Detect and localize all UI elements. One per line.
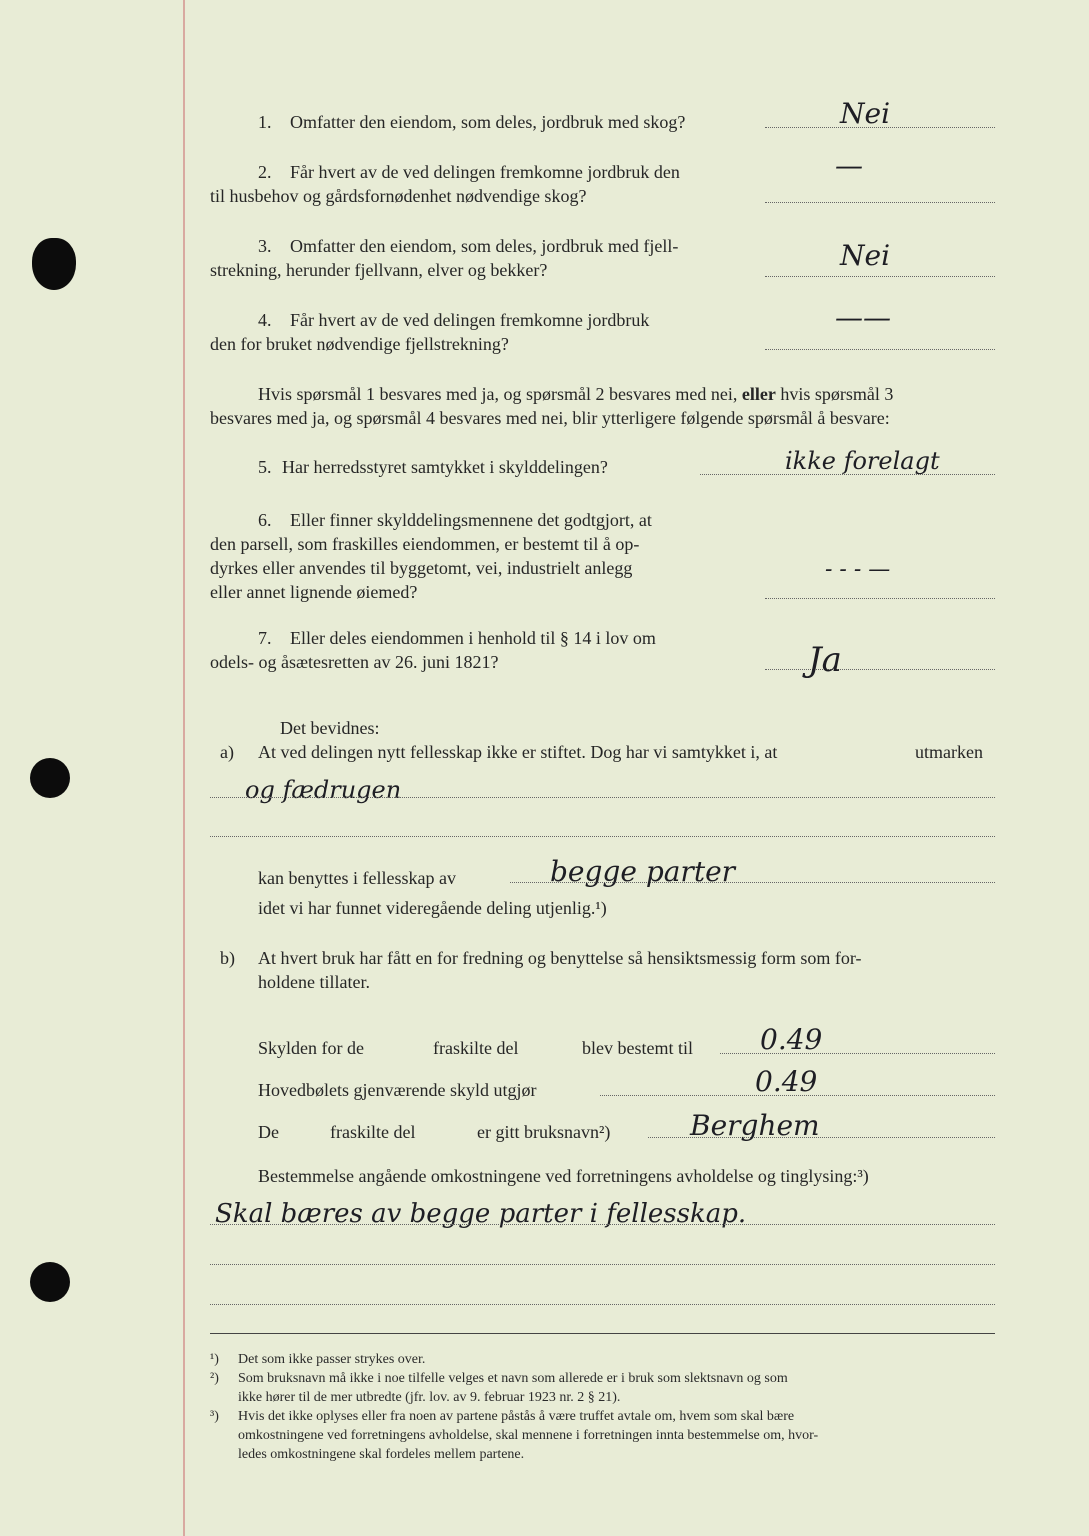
skyld-label-3c: er gitt bruksnavn²) (477, 1122, 611, 1142)
condition-text-2: besvares med ja, og spørsmål 4 besvares med nei, blir ytterligere følgende spørsmål å besvare: (210, 408, 890, 428)
attest-a-text-4: idet vi har funnet videregående deling utjenlig.¹) (258, 898, 607, 918)
skyld-label-3b: fraskilte del (330, 1122, 416, 1142)
skyld-label-1c: blev bestemt til (582, 1038, 693, 1058)
answer-line (765, 349, 995, 350)
answer-line (210, 1224, 995, 1225)
question-number: 3. (258, 236, 272, 256)
skyld-label-2: Hovedbølets gjenværende skyld utgjør (258, 1080, 537, 1100)
attest-a-label: a) (220, 742, 234, 762)
question-6-text-4: eller annet lignende øiemed? (210, 582, 418, 602)
attest-a-handwritten-1: og fædrugen (245, 776, 402, 804)
question-7-text: Eller deles eiendommen i henhold til § 14 i lov om (290, 628, 656, 648)
condition-text (258, 382, 893, 406)
question-4-text: Får hvert av de ved delingen fremkomne jordbruk (290, 310, 650, 330)
answer-line (210, 797, 995, 798)
costs-label: Bestemmelse angående omkostningene ved forretningens avholdelse og tinglysing:³) (258, 1166, 869, 1186)
bruksnavn-value: Berghem (690, 1109, 820, 1142)
condition-part: hvis spørsmål 3 (780, 384, 894, 404)
attest-b-label: b) (220, 948, 235, 968)
question-number: 5. (258, 457, 272, 477)
condition-bold: eller (741, 384, 776, 404)
footnote-mark: ²) (210, 1371, 219, 1386)
footnote-mark: ¹) (210, 1352, 219, 1367)
answer-6: - - - — (825, 557, 891, 582)
footnote-2-text: Som bruksnavn må ikke i noe tilfelle velges et navn som allerede er i bruk som slektsnavn og som (238, 1371, 788, 1386)
answer-2: — (835, 149, 863, 182)
punch-hole (30, 1262, 70, 1302)
footnote-2-text-2: ikke hører til de mer utbredte (jfr. lov. av 9. februar 1923 nr. 2 § 21). (238, 1390, 621, 1405)
attest-b-text-2: holdene tillater. (258, 972, 370, 992)
answer-5: ikke forelagt (785, 447, 940, 475)
answer-line (765, 598, 995, 599)
question-2-text: Får hvert av de ved delingen fremkomne jordbruk den (290, 162, 680, 182)
answer-4: —— (835, 301, 891, 334)
attest-intro: Det bevidnes: (280, 718, 380, 738)
question-number: 2. (258, 162, 272, 182)
question-number: 1. (258, 112, 272, 132)
question-1-text: Omfatter den eiendom, som deles, jordbruk med skog? (290, 112, 686, 132)
answer-line (765, 202, 995, 203)
answer-3: Nei (840, 239, 891, 272)
question-2-text-2: til husbehov og gårdsfornødenhet nødvendige skog? (210, 186, 587, 206)
footnote-divider (210, 1333, 995, 1334)
footnote-3-text-2: omkostningene ved forretningens avholdelse, skal mennene i forretningen innta bestemmelse om, hvor- (238, 1428, 819, 1443)
question-number: 6. (258, 510, 272, 530)
footnote-3-text-3: ledes omkostningene skal fordeles mellem partene. (238, 1447, 525, 1462)
costs-handwritten: Skal bæres av begge parter i fellesskap. (215, 1199, 747, 1229)
skyld-label-1: Skylden for de (258, 1038, 364, 1058)
answer-line (210, 1304, 995, 1305)
skyld-label-1b: fraskilte del (433, 1038, 519, 1058)
question-number: 4. (258, 310, 272, 330)
answer-line (765, 276, 995, 277)
attest-a-text-end: utmarken (915, 742, 983, 762)
attest-a-text: At ved delingen nytt fellesskap ikke er stiftet. Dog har vi samtykket i, at (258, 742, 778, 762)
answer-line (765, 669, 995, 670)
footnote-1-text: Det som ikke passer strykes over. (238, 1352, 426, 1367)
attest-b-text: At hvert bruk har fått en for fredning og benyttelse så hensiktsmessig form som for- (258, 948, 862, 968)
question-3-text: Omfatter den eiendom, som deles, jordbruk med fjell- (290, 236, 679, 256)
footnote-3-text: Hvis det ikke oplyses eller fra noen av partene påstås å være truffet avtale om, hvem som skal bære (238, 1409, 795, 1424)
footnote-mark: ³) (210, 1409, 219, 1424)
attest-a-text-3: kan benyttes i fellesskap av (258, 868, 456, 888)
question-5-text: Har herredsstyret samtykket i skylddelingen? (282, 457, 608, 477)
answer-line (210, 836, 995, 837)
attest-a-handwritten-2: begge parter (550, 855, 736, 888)
question-3-text-2: strekning, herunder fjellvann, elver og bekker? (210, 260, 548, 280)
skyld-value-1: 0.49 (760, 1023, 823, 1056)
skyld-label-3: De (258, 1122, 279, 1142)
answer-line (210, 1264, 995, 1265)
margin-line (183, 0, 185, 1536)
question-number: 7. (258, 628, 272, 648)
skyld-value-2: 0.49 (755, 1065, 818, 1098)
punch-hole (32, 238, 76, 290)
question-6-text: Eller finner skylddelingsmennene det godtgjort, at (290, 510, 652, 530)
answer-1: Nei (840, 97, 891, 130)
question-6-text-3: dyrkes eller anvendes til byggetomt, vei, industrielt anlegg (210, 558, 633, 578)
question-4-text-2: den for bruket nødvendige fjellstrekning? (210, 334, 509, 354)
punch-hole (30, 758, 70, 798)
question-6-text-2: den parsell, som fraskilles eiendommen, er bestemt til å op- (210, 534, 640, 554)
question-7-text-2: odels- og åsætesretten av 26. juni 1821? (210, 652, 499, 672)
condition-part: Hvis spørsmål 1 besvares med ja, og spørsmål 2 besvares med nei, (258, 384, 738, 404)
answer-7: Ja (808, 640, 842, 680)
